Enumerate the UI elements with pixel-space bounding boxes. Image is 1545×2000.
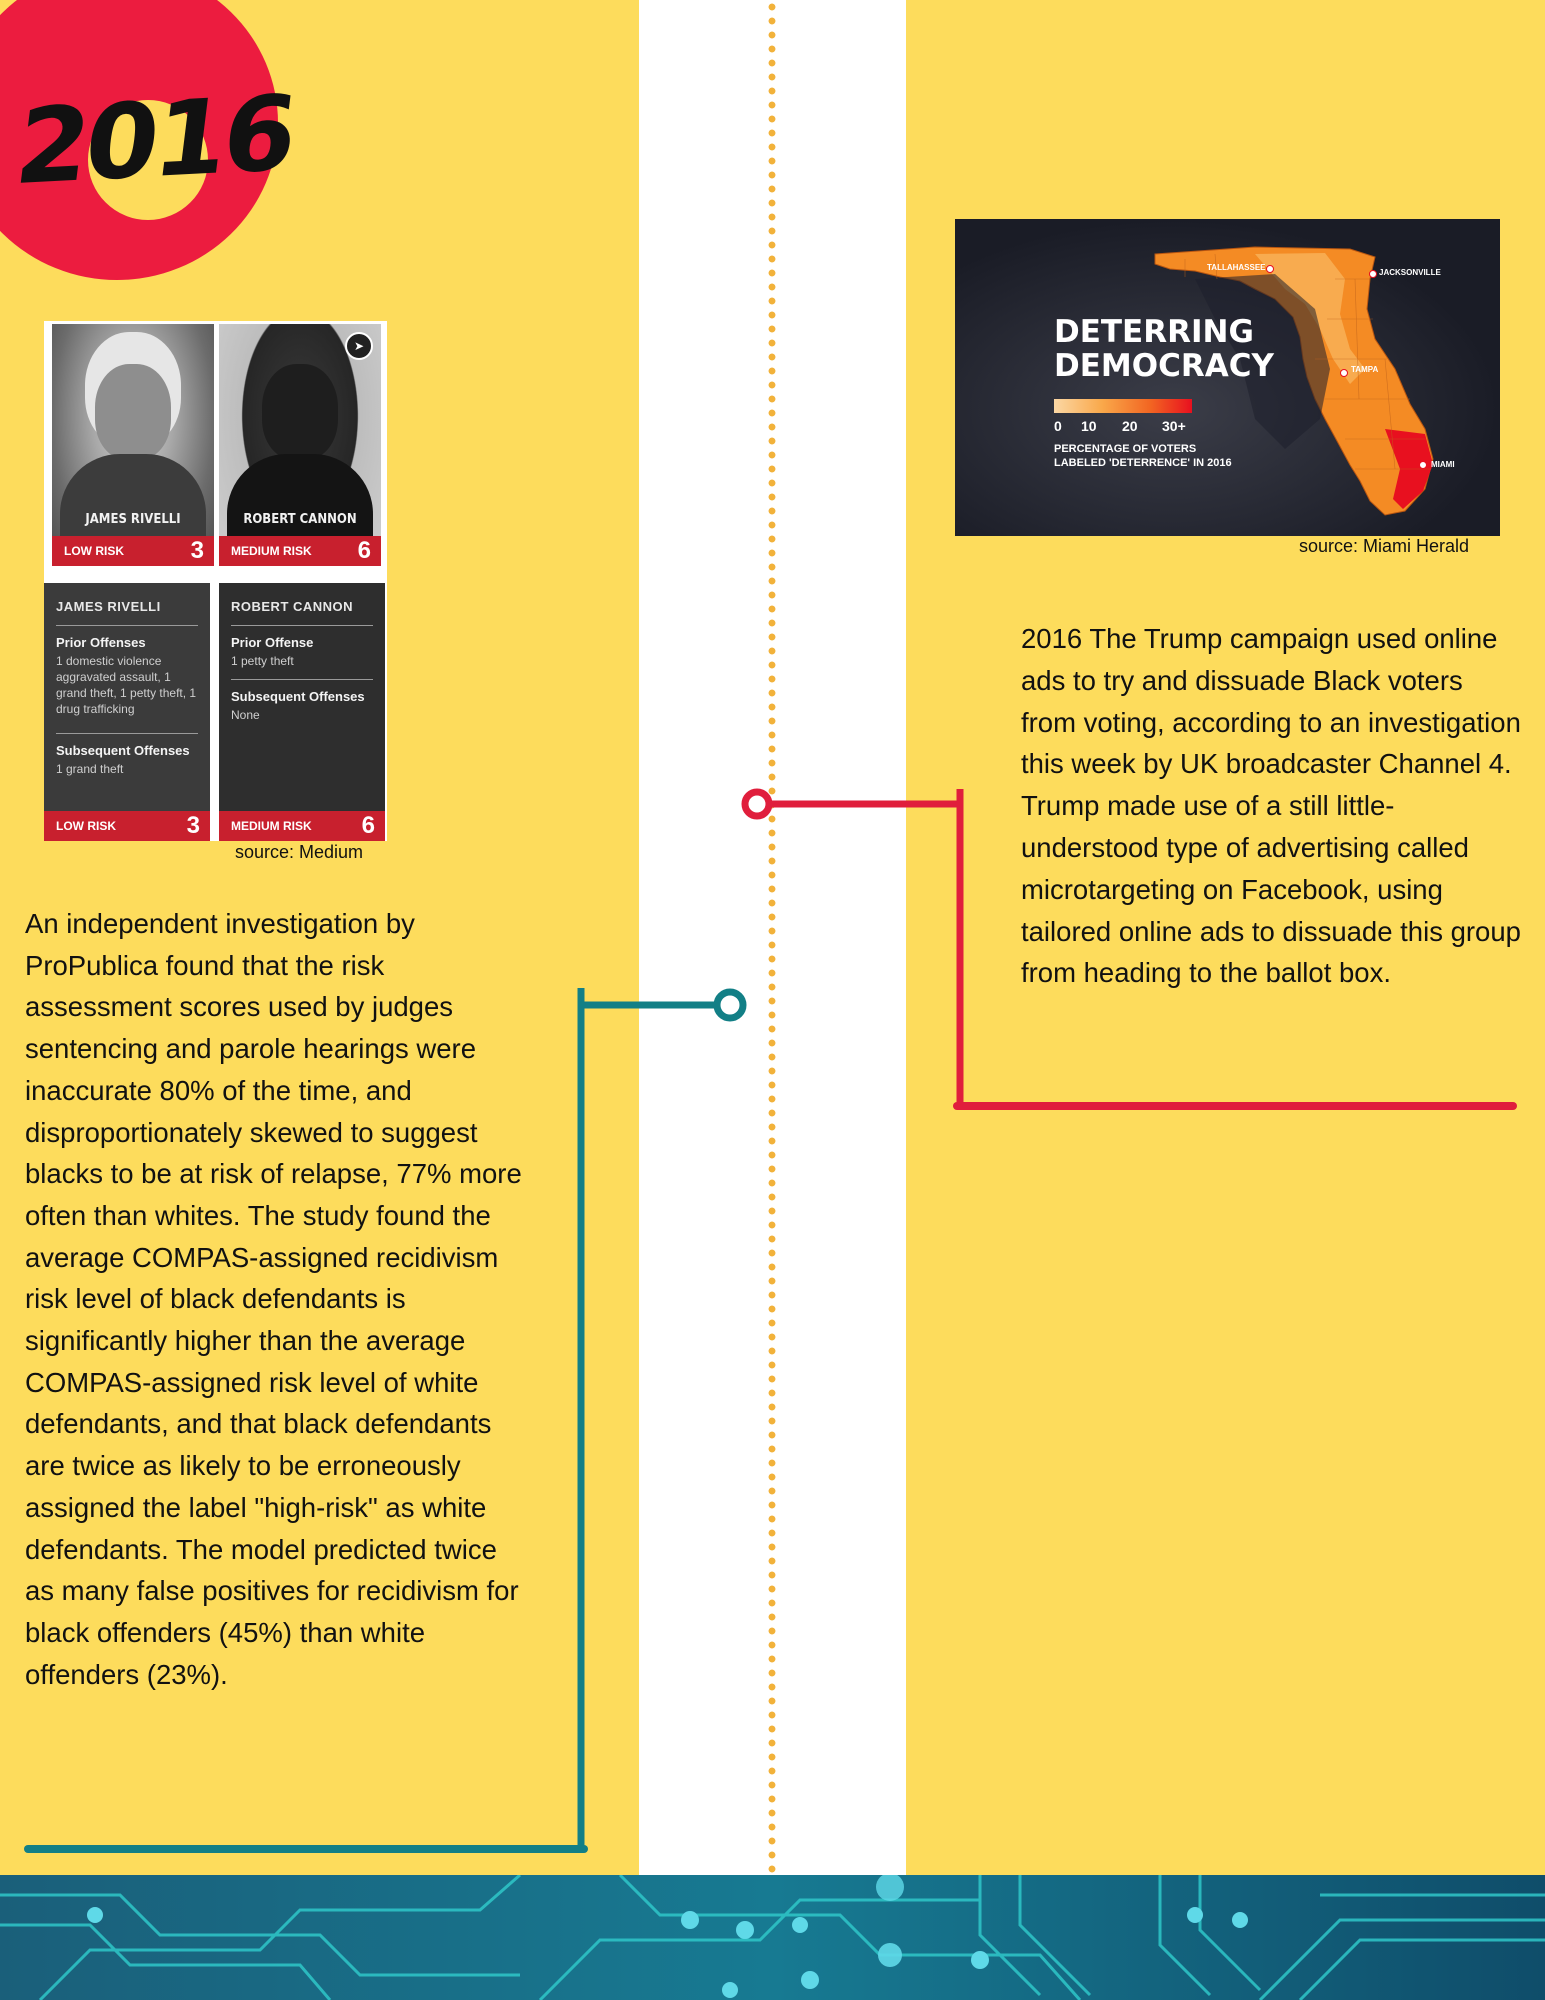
prior-heading-b: Prior Offense [231, 635, 314, 650]
subsequent-heading-b: Subsequent Offenses [231, 689, 365, 704]
scale-tick: 30+ [1162, 418, 1186, 434]
subsequent-text-a: 1 grand theft [56, 762, 124, 776]
prior-heading-a: Prior Offenses [56, 635, 146, 650]
prior-text-a: 1 domestic violence aggravated assault, 1 grand theft, 1 petty theft, 1 drug trafficking [56, 654, 197, 716]
card-name-b: ROBERT CANNON [231, 599, 354, 614]
map-title-line2: DEMOCRACY [1054, 348, 1274, 384]
mugshot-source: source: Medium [235, 842, 364, 862]
card-risk-score-b: 6 [361, 812, 375, 839]
teal-connector [28, 988, 743, 1852]
map-source: source: Miami Herald [1299, 536, 1470, 556]
card-risk-label-b: MEDIUM RISK [231, 819, 312, 833]
left-paragraph: An independent investigation by ProPublica found that the risk assessment scores used by judges sentencing and parole hearings were inaccurate 80% of the time, and disproportionately skewed to suggest blacks to be at risk of relapse, 77% more often than whites. The study found the average COMPAS-assigned recidivism risk level of black defendants is significantly higher than the average COMPAS-assigned risk level of white defendants, and that black defendants are twice as likely to be erroneously assigned the label "high-risk" as white defendants. The model predicted twice as many false positives for recidivism for black offenders (45%) than white offenders (23%). [25, 908, 522, 1690]
city-label-tallahassee: TALLAHASSEE [1207, 263, 1266, 272]
scale-tick: 10 [1081, 418, 1097, 434]
risk-score-a: 3 [190, 537, 204, 564]
city-label-jacksonville: JACKSONVILLE [1379, 268, 1441, 277]
subsequent-heading-a: Subsequent Offenses [56, 743, 190, 758]
year-label: 2016 [9, 71, 301, 209]
prior-text-b: 1 petty theft [231, 654, 294, 668]
circuit-footer [0, 1875, 1545, 2000]
map-caption-line1: PERCENTAGE OF VOTERS [1054, 443, 1197, 455]
risk-label-a: LOW RISK [64, 544, 124, 558]
photo-name-a: JAMES RIVELLI [85, 512, 181, 527]
card-name-a: JAMES RIVELLI [56, 599, 161, 614]
card-risk-score-a: 3 [186, 812, 200, 839]
city-label-miami: MIAMI [1431, 460, 1455, 469]
scale-tick: 20 [1122, 418, 1138, 434]
map-title-line1: DETERRING [1054, 314, 1254, 350]
risk-score-b: 6 [357, 537, 371, 564]
cursor-icon: ➤ [345, 332, 373, 360]
card-risk-label-a: LOW RISK [56, 819, 116, 833]
scale-tick: 0 [1054, 418, 1062, 434]
subsequent-text-b: None [231, 708, 260, 722]
risk-label-b: MEDIUM RISK [231, 544, 312, 558]
photo-name-b: ROBERT CANNON [243, 512, 357, 527]
circuit-background [0, 1875, 1545, 2000]
map-caption-line2: LABELED 'DETERRENCE' IN 2016 [1054, 457, 1232, 469]
city-label-tampa: TAMPA [1351, 365, 1379, 374]
right-paragraph: 2016 The Trump campaign used online ads to try and dissuade Black voters from voting, according to an investigation this week by UK broadcaster Channel 4. Trump made use of a still little-understood type of advertising called microtargeting on Facebook, using tailored online ads to dissuade this group from heading to the ballot box. [1021, 623, 1521, 989]
red-connector [745, 789, 1513, 1108]
